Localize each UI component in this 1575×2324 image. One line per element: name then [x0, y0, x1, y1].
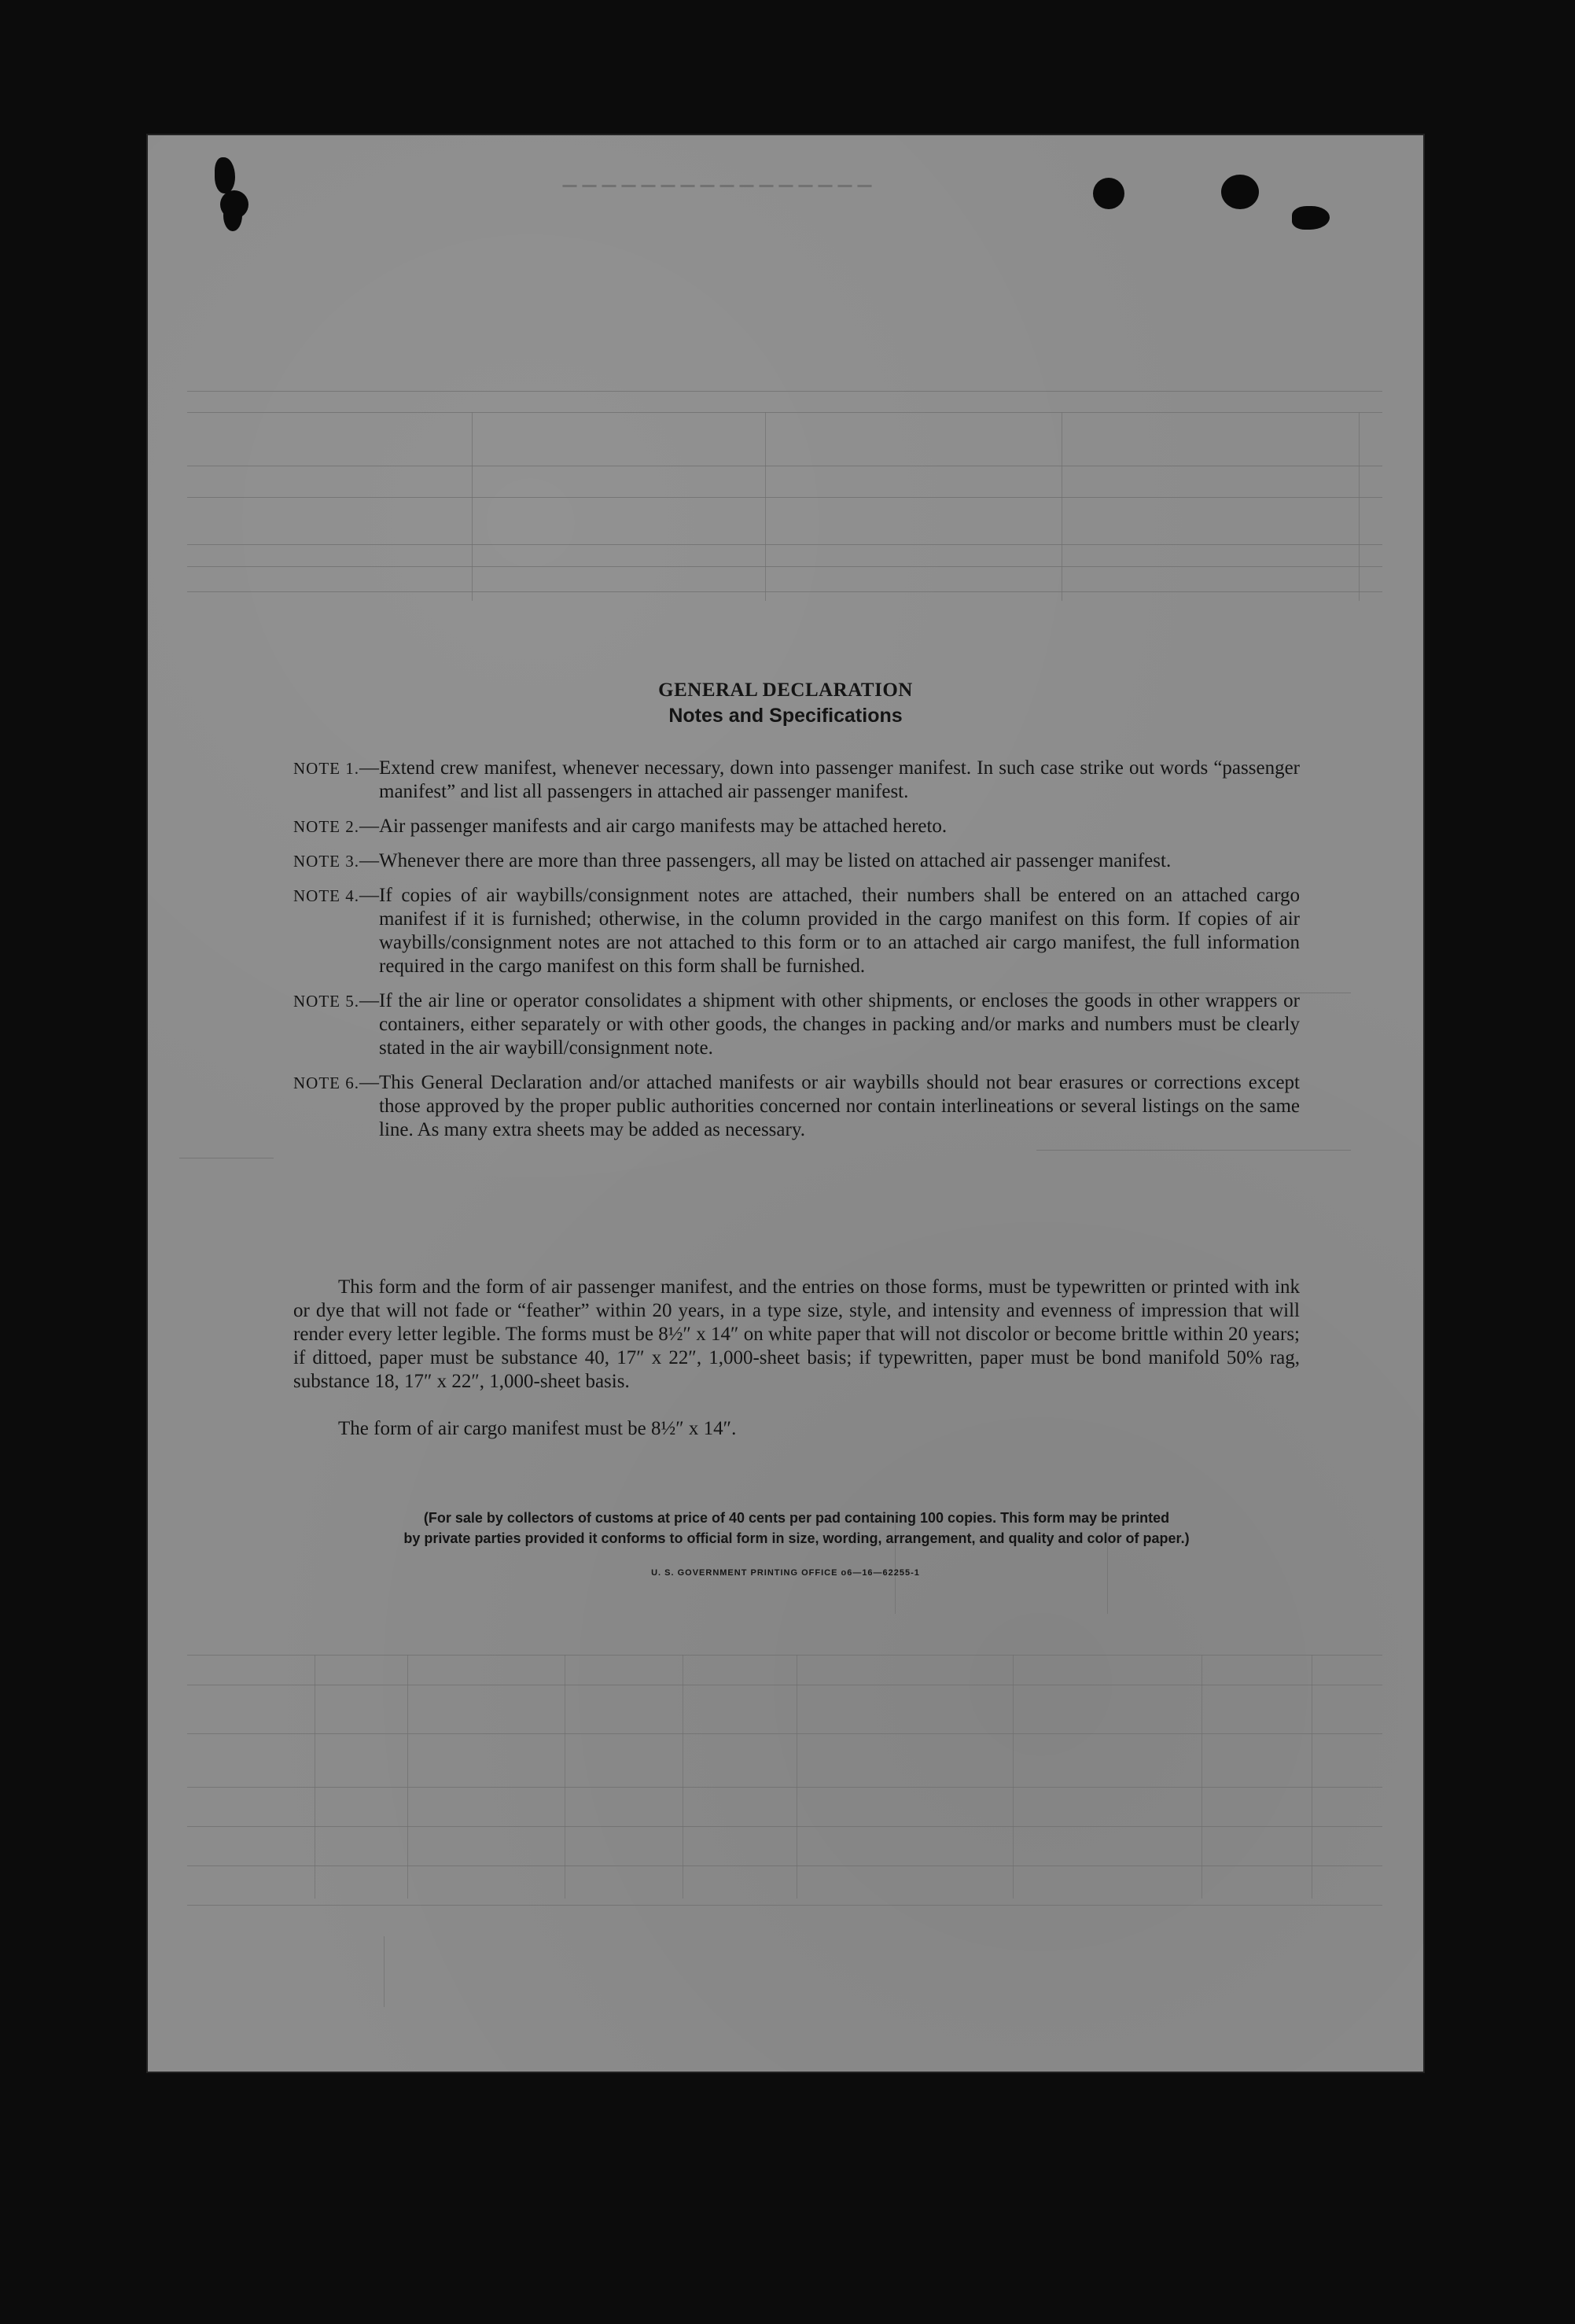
note-5: NOTE 5. — If the air line or operator consolidates a shipment with other shipments, or encloses the goods in other wrappers or containers, either separately or with other goods, the changes in packing and/or marks and numbers must be clearly stated in the air waybill/consignment note.: [293, 990, 1300, 1059]
note-text: Whenever there are more than three passengers, all may be listed on attached air passenger manifest.: [379, 850, 1172, 871]
note-text: If the air line or operator consolidates a shipment with other shipments, or encloses the goods in other wrappers or containers, either separately or with other goods, the changes in packing and/or marks and numbers must be clearly stated in the air waybill/consignment note.: [379, 990, 1300, 1059]
note-6: NOTE 6. — This General Declaration and/or attached manifests or air waybills should not bear erasures or corrections except those approved by the proper public authorities concerned nor contain interlineations or several listings on the same line. As many extra sheets may be added as necessary.: [293, 1072, 1300, 1140]
page-title: GENERAL DECLARATION: [658, 680, 913, 701]
note-text: If copies of air waybills/consignment notes are attached, their numbers shall be entered on an attached cargo manifest if it is furnished; otherwise, in the column provided in the cargo manifest on this form. If copies of air waybills/consignment notes are not attached to this form or to an attached air cargo manifest, the full information required in the cargo manifest on this form shall be furnished.: [379, 885, 1300, 977]
note-label: NOTE 5.: [293, 992, 359, 1011]
note-3: NOTE 3. — Whenever there are more than three passengers, all may be listed on attached air passenger manifest.: [293, 849, 1300, 873]
note-label: NOTE 1.: [293, 759, 359, 778]
sale-note-line: by private parties provided it conforms to official form in size, wording, arrangement, and quality and color of paper.): [403, 1530, 1190, 1546]
specifications-paragraph: This form and the form of air passenger manifest, and the entries on those forms, must be typewritten or printed with ink or dye that will not fade or “feather” within 20 years, in a type size, style, and intensity and evenness of impression that will render every letter legible. The forms must be 8½″ x 14″ on white paper that will not discolor or become brittle within 20 years; if dittoed, paper must be substance 40, 17″ x 22″, 1,000-sheet basis; if typewritten, paper must be bond manifold 50% rag, substance 18, 17″ x 22″, 1,000-sheet basis.: [293, 1276, 1300, 1392]
note-text: Extend crew manifest, whenever necessary, down into passenger manifest. In such case strike out words “passenger manifest” and list all passengers in attached air passenger manifest.: [379, 757, 1300, 802]
page-subtitle: Notes and Specifications: [668, 705, 903, 727]
note-4: NOTE 4. — If copies of air waybills/consignment notes are attached, their numbers shall be entered on an attached cargo manifest if it is furnished; otherwise, in the column provided in the cargo manifest on this form. If copies of air waybills/consignment notes are not attached to this form or to an attached air cargo manifest, the full information required in the cargo manifest on this form shall be furnished.: [293, 885, 1300, 977]
declaration-notes-page: [148, 135, 1423, 2072]
note-label: NOTE 4.: [293, 886, 359, 905]
cargo-manifest-size-note: The form of air cargo manifest must be 8½″ x 14″.: [338, 1418, 737, 1439]
note-text: Air passenger manifests and air cargo manifests may be attached hereto.: [379, 816, 948, 837]
note-text: This General Declaration and/or attached manifests or air waybills should not bear erasures or corrections except those approved by the proper public authorities concerned nor contain interlineations or several listings on the same line. As many extra sheets may be added as necessary.: [379, 1072, 1300, 1140]
sale-note-line: (For sale by collectors of customs at price of 40 cents per pad containing 100 copies. This form may be printed: [423, 1510, 1170, 1526]
bleed-through-title: ⎯⎯⎯⎯⎯⎯⎯⎯⎯⎯⎯⎯⎯⎯⎯⎯: [557, 170, 871, 199]
sale-note: [289, 1508, 1304, 1549]
note-label: NOTE 6.: [293, 1074, 359, 1092]
note-label: NOTE 3.: [293, 852, 359, 871]
document-sheet: [148, 135, 1423, 2072]
note-1: NOTE 1. — Extend crew manifest, whenever necessary, down into passenger manifest. In such case strike out words “passenger manifest” and list all passengers in attached air passenger manifest.: [293, 757, 1300, 802]
note-2: NOTE 2. — Air passenger manifests and air cargo manifests may be attached hereto.: [293, 815, 1300, 838]
note-label: NOTE 2.: [293, 817, 359, 836]
printing-office-imprint: U. S. GOVERNMENT PRINTING OFFICE o6—16—62255-1: [651, 1568, 920, 1578]
notes-list: [293, 757, 1300, 1153]
